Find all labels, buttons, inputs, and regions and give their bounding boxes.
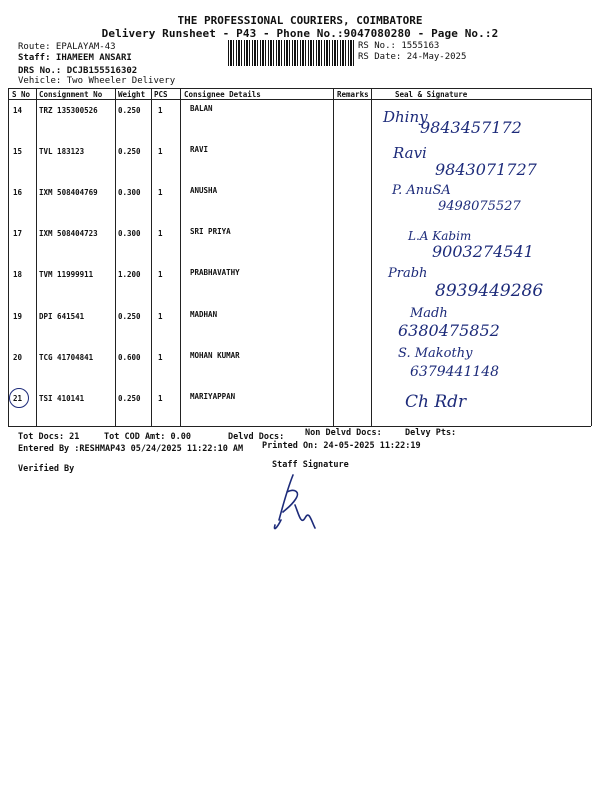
verified-by-label: Verified By [18, 464, 75, 474]
drs-number: DRS No.: DCJB155516302 [18, 66, 138, 76]
route-label: Route: EPALAYAM-43 [18, 42, 116, 52]
row-consignee: RAVI [190, 145, 209, 154]
handwritten-signature: Ch Rdr [405, 392, 467, 412]
company-title: THE PROFESSIONAL COURIERS, COIMBATORE [177, 14, 423, 27]
non-delivered-docs: Non Delvd Docs: [305, 428, 382, 438]
handwritten-phone: 9843457172 [420, 118, 522, 137]
handwritten-signature: Madh [410, 306, 448, 321]
row-consignment: IXM 508404769 [39, 188, 98, 197]
col-header-seal-signature: Seal & Signature [395, 90, 468, 99]
row-consignment: TCG 41704841 [39, 353, 94, 362]
row-sno: 19 [13, 312, 23, 321]
row-weight: 0.600 [118, 353, 141, 362]
total-docs: Tot Docs: 21 [18, 432, 80, 442]
handwritten-phone: 9003274541 [432, 242, 534, 261]
col-header-consignee: Consignee Details [184, 90, 261, 99]
staff-signature-scribble [265, 470, 325, 540]
handwritten-phone: 6379441148 [410, 364, 500, 380]
row-sno: 20 [13, 353, 23, 362]
staff-signature-label: Staff Signature [272, 460, 349, 470]
delivered-docs: Delvd Docs: [228, 432, 285, 442]
total-cod-amount: Tot COD Amt: 0.00 [104, 432, 191, 442]
row-consignee: MOHAN KUMAR [190, 351, 240, 360]
row-weight: 0.300 [118, 229, 141, 238]
col-header-remarks: Remarks [337, 90, 369, 99]
row-sno: 16 [13, 188, 23, 197]
row-consignment: DPI 641541 [39, 312, 85, 321]
row-consignee: ANUSHA [190, 186, 218, 195]
printed-on: Printed On: 24-05-2025 11:22:19 [262, 441, 421, 451]
row-weight: 0.250 [118, 312, 141, 321]
row-pcs: 1 [158, 147, 163, 156]
entered-by: Entered By :RESHMAP43 05/24/2025 11:22:10 AM [18, 444, 244, 454]
vehicle-label: Vehicle: Two Wheeler Delivery [18, 76, 176, 86]
col-header-sno: S No [12, 90, 31, 99]
row-consignee: PRABHAVATHY [190, 268, 240, 277]
row-pcs: 1 [158, 229, 163, 238]
row-consignee: BALAN [190, 104, 213, 113]
row-consignee: SRI PRIYA [190, 227, 231, 236]
row-consignment: TVL 183123 [39, 147, 85, 156]
row-sno: 17 [13, 229, 23, 238]
row-consignment: TRZ 135300526 [39, 106, 98, 115]
handwritten-signature: Ravi [393, 144, 427, 162]
row-sno: 21 [13, 394, 23, 403]
row-consignee: MADHAN [190, 310, 218, 319]
row-weight: 0.300 [118, 188, 141, 197]
col-header-consignment: Consignment No [39, 90, 103, 99]
row-weight: 1.200 [118, 270, 141, 279]
delivery-points: Delvy Pts: [405, 428, 457, 438]
handwritten-phone: 9843071727 [435, 160, 537, 179]
handwritten-signature: Dhiny [383, 108, 428, 126]
row-consignment: TVM 11999911 [39, 270, 94, 279]
handwritten-phone: 9498075527 [438, 199, 521, 214]
row-consignment: TSI 410141 [39, 394, 85, 403]
row-consignment: IXM 508404723 [39, 229, 98, 238]
rs-date: RS Date: 24-May-2025 [358, 52, 467, 62]
row-sno: 14 [13, 106, 23, 115]
row-pcs: 1 [158, 312, 163, 321]
runsheet-subtitle: Delivery Runsheet - P43 - Phone No.:9047080280 - Page No.:2 [101, 27, 499, 40]
handwritten-signature: P. AnuSA [392, 183, 451, 198]
row-pcs: 1 [158, 188, 163, 197]
handwritten-signature: L.A Kabim [408, 229, 472, 243]
row-pcs: 1 [158, 106, 163, 115]
row-pcs: 1 [158, 270, 163, 279]
col-header-pcs: PCS [154, 90, 168, 99]
barcode-image [228, 40, 354, 66]
rs-number: RS No.: 1555163 [358, 41, 440, 51]
row-consignee: MARIYAPPAN [190, 392, 236, 401]
row-sno: 18 [13, 270, 23, 279]
handwritten-phone: 6380475852 [398, 321, 500, 340]
handwritten-phone: 8939449286 [435, 281, 544, 301]
row-pcs: 1 [158, 394, 163, 403]
row-sno: 15 [13, 147, 23, 156]
handwritten-signature: S. Makothy [398, 346, 473, 361]
handwritten-signature: Prabh [388, 266, 428, 281]
row-weight: 0.250 [118, 147, 141, 156]
row-pcs: 1 [158, 353, 163, 362]
staff-label: Staff: IHAMEEM ANSARI [18, 53, 132, 63]
row-weight: 0.250 [118, 106, 141, 115]
col-header-weight: Weight [118, 90, 146, 99]
row-weight: 0.250 [118, 394, 141, 403]
